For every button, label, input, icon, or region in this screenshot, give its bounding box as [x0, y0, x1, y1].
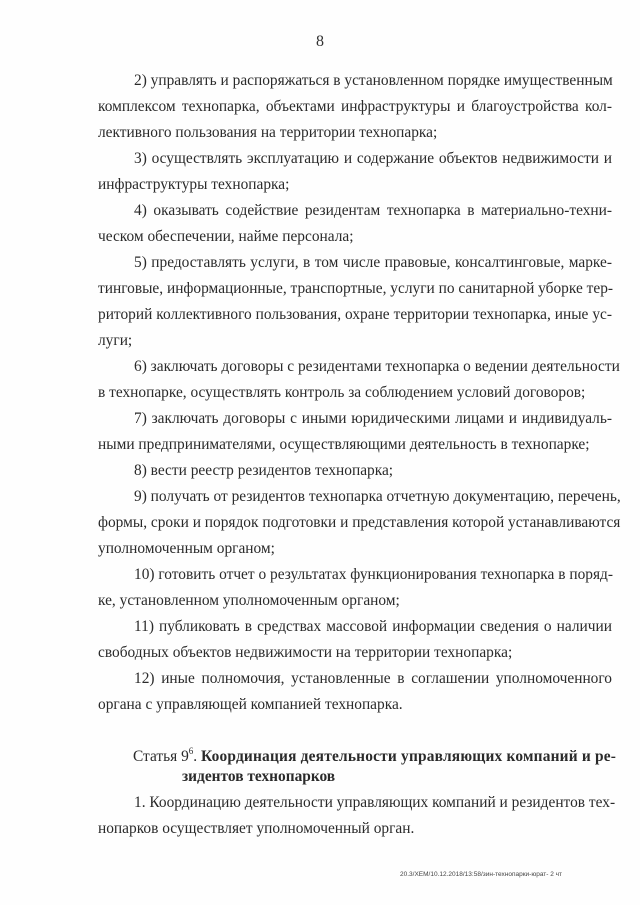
item-5-line-4: луги; [98, 332, 133, 349]
article-prefix: Статья 9 [133, 748, 189, 765]
item-7-line-2: ными предпринимателями, осуществляющими деятельность в технопарке; [98, 436, 590, 453]
item-3-line-2: инфраструктуры технопарка; [98, 176, 290, 193]
item-10-line-2: ке, установленном уполномоченным органом; [98, 592, 400, 609]
item-12-line-1: 12) иные полномочия, установленные в соглашении уполномоченного [134, 670, 612, 687]
article-paragraph-line-1: 1. Координацию деятельности управляющих компаний и резидентов тех- [134, 794, 616, 811]
item-5-line-3: риторий коллективного пользования, охране территории технопарка, иные ус- [98, 306, 612, 323]
footer-document-code: 20.3/ХЕМ/10.12.2018/13:58/зин-технопарки-юрат- 2 чт [400, 871, 563, 878]
article-suffix: . [193, 748, 198, 765]
item-4-line-2: ческом обеспечении, найме персонала; [98, 228, 354, 245]
item-2-line-2: комплексом технопарка, объектами инфраструктуры и благоустройства кол- [98, 98, 612, 115]
item-9-line-1: 9) получать от резидентов технопарка отчетную документацию, перечень, [134, 488, 621, 505]
item-6-line-2: в технопарке, осуществлять контроль за соблюдением условий договоров; [98, 384, 586, 401]
item-7-line-1: 7) заключать договоры с иными юридическими лицами и индивидуаль- [134, 410, 612, 427]
item-6-line-1: 6) заключать договоры с резидентами технопарка о ведении деятельности [134, 358, 620, 375]
item-2-line-1: 2) управлять и распоряжаться в установленном порядке имущественным [134, 72, 613, 89]
item-5-line-2: тинговые, информационные, транспортные, услуги по санитарной уборке тер- [98, 280, 614, 297]
article-heading [133, 741, 617, 765]
item-8-line-1: 8) вести реестр резидентов технопарка; [134, 462, 394, 479]
item-11-line-1: 11) публиковать в средствах массовой информации сведения о наличии [134, 618, 612, 635]
item-10-line-1: 10) готовить отчет о результатах функционирования технопарка в поряд- [134, 566, 614, 583]
article-title-line-1: Координация деятельности управляющих компаний и ре- [201, 748, 617, 765]
article-superscript: 6 [188, 746, 194, 756]
item-5-line-1: 5) предоставлять услуги, в том числе правовые, консалтинговые, марке- [134, 254, 612, 271]
page-number: 8 [316, 33, 324, 50]
item-9-line-2: формы, сроки и порядок подготовки и представления которой устанавливаются [98, 514, 621, 531]
item-9-line-3: уполномоченным органом; [98, 540, 275, 557]
article-title-line-2: зидентов технопарков [182, 768, 336, 785]
article-paragraph-line-2: нопарков осуществляет уполномоченный орган. [98, 820, 415, 837]
item-11-line-2: свободных объектов недвижимости на территории технопарка; [98, 644, 513, 661]
item-3-line-1: 3) осуществлять эксплуатацию и содержание объектов недвижимости и [134, 150, 612, 167]
item-2-line-3: лективного пользования на территории технопарка; [98, 124, 438, 141]
item-12-line-2: органа с управляющей компанией технопарка. [98, 696, 403, 713]
item-4-line-1: 4) оказывать содействие резидентам технопарка в материально-техни- [134, 202, 612, 219]
